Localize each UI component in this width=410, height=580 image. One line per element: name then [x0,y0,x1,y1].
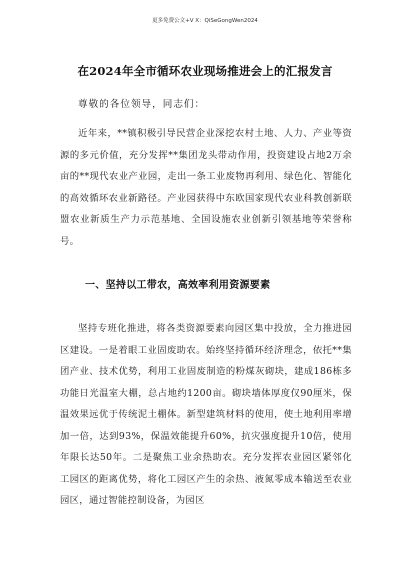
paragraph-intro [60,123,352,252]
document-title: 在2024年全市循环农业现场推进会上的汇报发言 [77,64,333,78]
greeting: 尊敬的各位领导，同志们： [78,99,206,110]
paragraph-body [60,318,352,512]
page-header: 更多免费公文+V X：QiSeGongWen2024 [152,18,258,24]
section-heading: 一、坚持以工带农，高效率利用资源要素 [85,280,271,291]
paragraph-body-text: 坚持专班化推进，将各类资源要素向园区集中投放，全力推进园区建设。一是着眼工业固废助农。始终坚持循环经济理念，依托**集团产业、技术优势，利用工业固废制造的粉煤灰砌块，建成186栋多功能日光温室大棚，总占地约1200亩。砌块墙体厚度仅90厘米，保温效果远优于传统泥土棚体。新型建筑材料的使用，使土地利用率增加一倍，达到93%，保温效能提升60%，抗灾强度提升10倍，使用年限长达50年。二是聚焦工业余热助农。充分发挥农业园区紧邻化工园区的距离优势，将化工园区产生的余热、液氮零成本输送至农业园区，通过智能控制设备，为园区 [60,323,352,506]
paragraph-intro-text: 近年来，**镇积极引导民营企业深挖农村土地、人力、产业等资源的多元价值，充分发挥**集团龙头带动作用，投资建设占地2万余亩的**现代农业产业园，走出一条工业废物再利用、绿色化、智能化的高效循环农业新路径。产业园获得中东欧国家现代农业科教创新联盟农业新质生产力示范基地、全国设施农业创新引领基地等荣誉称号。 [60,128,352,247]
